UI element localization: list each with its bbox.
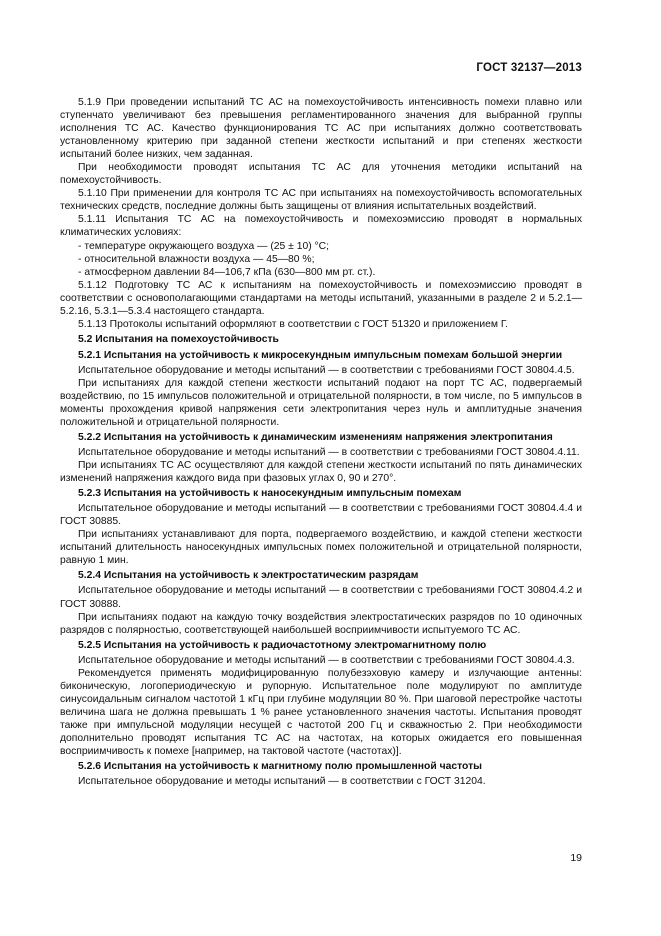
paragraph: Испытательное оборудование и методы испытаний — в соответствии с требованиями ГОСТ 30804.4.2 и ГОСТ 30888. bbox=[60, 585, 582, 610]
page-number: 19 bbox=[570, 852, 582, 864]
list-item: - атмосферном давлении 84—106,7 кПа (630—800 мм рт. ст.). bbox=[78, 266, 376, 278]
section-heading-5-2-5: 5.2.5 Испытания на устойчивость к радиочастотному электромагнитному полю bbox=[78, 639, 487, 651]
paragraph-5-1-13: 5.1.13 Протоколы испытаний оформляют в соответствии с ГОСТ 51320 и приложением Г. bbox=[78, 318, 509, 330]
paragraph: Испытательное оборудование и методы испытаний — в соответствии с требованиями ГОСТ 30804.4.5. bbox=[78, 364, 575, 376]
paragraph: Рекомендуется применять модифицированную полубезэховую камеру и излучающие антенны: биконическую, логопериодическую и рупорную. Испытательное поле модулируют по амплитуде синусоидальным сигналом частотой 1 кГц при глубине модуляции 80 %. При шаговой перестройке частоты величина шага не должна превышать 1 % ранее установленного значения частоты. Испытания проводят также при импульсной модуляции несущей с частотой 200 Гц и скважностью 2. При необходимости дополнительно проводят испытания ТС АС на частотах, на которых ожидается его повышенная восприимчивость к помехе [например, на тактовой частоте (частотах)]. bbox=[60, 667, 582, 757]
paragraph: Испытательное оборудование и методы испытаний — в соответствии с ГОСТ 31204. bbox=[78, 776, 486, 788]
paragraph: При необходимости проводят испытания ТС АС для уточнения методики испытаний на помехоустойчивость. bbox=[60, 162, 582, 187]
section-heading-5-2-1: 5.2.1 Испытания на устойчивость к микросекундным импульсным помехам большой энергии bbox=[78, 349, 563, 361]
paragraph-5-1-11: 5.1.11 Испытания ТС АС на помехоустойчивость и помехоэмиссию проводят в нормальных климатических условиях: bbox=[60, 214, 582, 239]
list-item: - температуре окружающего воздуха — (25 ± 10) °С; bbox=[78, 240, 329, 252]
paragraph: При испытаниях подают на каждую точку воздействия электростатических разрядов по 10 одиночных разрядов с полярностью, соответствующей наибольшей восприимчивости испытуемого ТС АС. bbox=[60, 611, 582, 636]
paragraph: При испытаниях ТС АС осуществляют для каждой степени жесткости испытаний по пять динамических изменений напряжения каждого вида при фазовых углах 0, 90 и 270°. bbox=[60, 460, 582, 485]
document-body bbox=[60, 96, 582, 788]
section-heading-5-2-2: 5.2.2 Испытания на устойчивость к динамическим изменениям напряжения электропитания bbox=[78, 432, 553, 444]
paragraph-5-1-12: 5.1.12 Подготовку ТС АС к испытаниям на помехоустойчивость и помехоэмиссию проводят в соответствии с основополагающими стандартами на методы испытаний, указанными в разделе 2 и 5.2.1—5.2.16, 5.3.1—5.3.4 настоящего стандарта. bbox=[60, 279, 582, 317]
paragraph: Испытательное оборудование и методы испытаний — в соответствии с требованиями ГОСТ 30804.4.11. bbox=[78, 447, 580, 459]
paragraph: При испытаниях устанавливают для порта, подвергаемого воздействию, и каждой степени жесткости испытаний длительность наносекундных импульсных помех положительной и отрицательной полярности, равную 1 мин. bbox=[60, 529, 582, 567]
paragraph-5-1-10: 5.1.10 При применении для контроля ТС АС при испытаниях на помехоустойчивость вспомогательных технических средств, последние должны быть защищены от влияния испытательных воздействий. bbox=[60, 188, 582, 213]
section-heading-5-2-6: 5.2.6 Испытания на устойчивость к магнитному полю промышленной частоты bbox=[78, 761, 482, 773]
paragraph-5-1-9: 5.1.9 При проведении испытаний ТС АС на помехоустойчивость интенсивность помехи плавно или ступенчато увеличивают без превышения регламентированного значения для выбранной группы исполнения ТС АС. Качество функционирования ТС АС при испытаниях должно соответствовать установленному критерию при заданной степени жесткости испытаний и при степенях жесткости испытаний более низких, чем заданная. bbox=[60, 97, 582, 161]
list-item: - относительной влажности воздуха — 45—80 %; bbox=[78, 253, 315, 265]
section-heading-5-2-4: 5.2.4 Испытания на устойчивость к электростатическим разрядам bbox=[78, 570, 419, 582]
paragraph: Испытательное оборудование и методы испытаний — в соответствии с требованиями ГОСТ 30804.4.4 и ГОСТ 30885. bbox=[60, 503, 582, 528]
document-header: ГОСТ 32137—2013 bbox=[476, 62, 582, 74]
paragraph: При испытаниях для каждой степени жесткости испытаний подают на порт ТС АС, подвергаемый воздействию, по 15 импульсов положительной и отрицательной полярности, в том числе, по 5 импульсов в моменты прохождения кривой напряжения сети электропитания через нуль и амплитудные значения положительной и отрицательной полярности. bbox=[60, 377, 582, 429]
section-heading-5-2: 5.2 Испытания на помехоустойчивость bbox=[78, 333, 279, 345]
paragraph: Испытательное оборудование и методы испытаний — в соответствии с требованиями ГОСТ 30804.4.3. bbox=[78, 654, 575, 666]
section-heading-5-2-3: 5.2.3 Испытания на устойчивость к наносекундным импульсным помехам bbox=[78, 488, 462, 500]
